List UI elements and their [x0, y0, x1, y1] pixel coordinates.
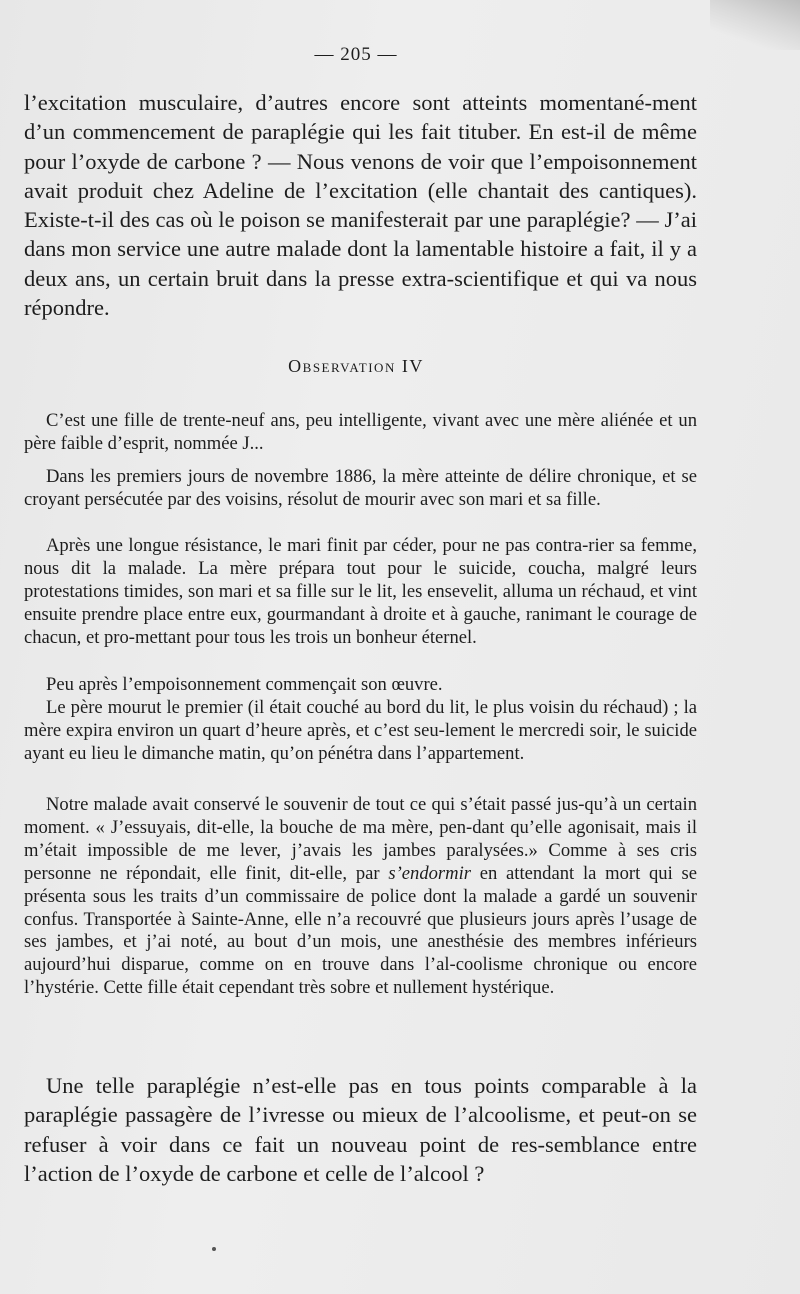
paragraph-poisoning: Peu après l’empoisonnement commençait son œuvre.	[46, 674, 443, 695]
memory-text-start: Notre malade avait conservé le souvenir de tout ce qui s’était passé jus-qu’à un certain moment. « J’essuyais, dit-elle, la bouche de ma mère, pen-dant qu’elle agonisait, mais il m’était impossible de me lever, j’avais les jambes paralysées.» Comme à ses cris personne ne répondait, elle finit, dit-elle, par	[24, 794, 697, 884]
memory-text-end: en attendant la mort qui se présenta sous les traits d’un commissaire de police dont la malade a gardé un souvenir confus. Transportée à Sainte-Anne, elle n’a recouvré que plusieurs jours après l’usage de ses jambes, et j’ai noté, au bout d’un mois, une anesthésie des membres inférieurs aujourd’hui disparue, comme on en trouve dans l’al-coolisme chronique ou encore l’hystérie. Cette fille était cependant très sobre et nullement hystérique.	[24, 862, 697, 999]
paragraph-conclusion: Une telle paraplégie n’est-elle pas en tous points comparable à la paraplégie passagère de l’ivresse ou mieux de l’alcoolisme, et peut-on se refuser à voir dans ce fait un nouveau point de res-semblance entre l’action de l’oxyde de carbone et celle de l’alcool ?	[24, 1073, 697, 1186]
paragraph-resistance: Après une longue résistance, le mari finit par céder, pour ne pas contra-rier sa femme, nous dit la malade. La mère prépara tout pour le suicide, coucha, malgré leurs protestations timides, son mari et sa fille sur le lit, les ensevelit, alluma un réchaud, et vint ensuite prendre place entre eux, gourmandant à droite et à gauche, ranimant le courage de chacun, et pro-mettant pour tous les trois un bonheur éternel.	[24, 535, 697, 648]
paragraph-case-intro: C’est une fille de trente-neuf ans, peu intelligente, vivant avec une mère aliénée et un père faible d’esprit, nommée J...	[24, 410, 697, 454]
paragraph-memory	[24, 794, 697, 1000]
page-corner-shadow	[710, 0, 800, 50]
print-speck	[212, 1247, 216, 1251]
paragraph-intro: l’excitation musculaire, d’autres encore sont atteints momentané-ment d’un commencement de paraplégie qui les fait tituber. En est-il de même pour l’oxyde de carbone ? — Nous venons de voir que l’empoisonnement avait produit chez Adeline de l’excitation (elle chantait des cantiques). Existe-t-il des cas où le poison se manifesterait par une paraplégie? — J’ai dans mon service une autre malade dont la lamentable histoire a fait, il y a deux ans, un certain bruit dans la presse extra-scientifique et qui va nous répondre.	[24, 90, 697, 321]
page-number: — 205 —	[314, 44, 398, 65]
paragraph-november: Dans les premiers jours de novembre 1886, la mère atteinte de délire chronique, et se croyant persécutée par des voisins, résolut de mourir avec son mari et sa fille.	[24, 466, 697, 510]
memory-text-italic: s’endormir	[388, 862, 471, 884]
paragraph-death: Le père mourut le premier (il était couché au bord du lit, le plus voisin du réchaud) ; la mère expira environ un quart d’heure après, et c’est seu-lement le mercredi soir, le suicide ayant eu lieu le dimanche matin, qu’on pénétra dans l’appartement.	[24, 697, 697, 764]
section-heading: Observation IV	[288, 356, 424, 376]
